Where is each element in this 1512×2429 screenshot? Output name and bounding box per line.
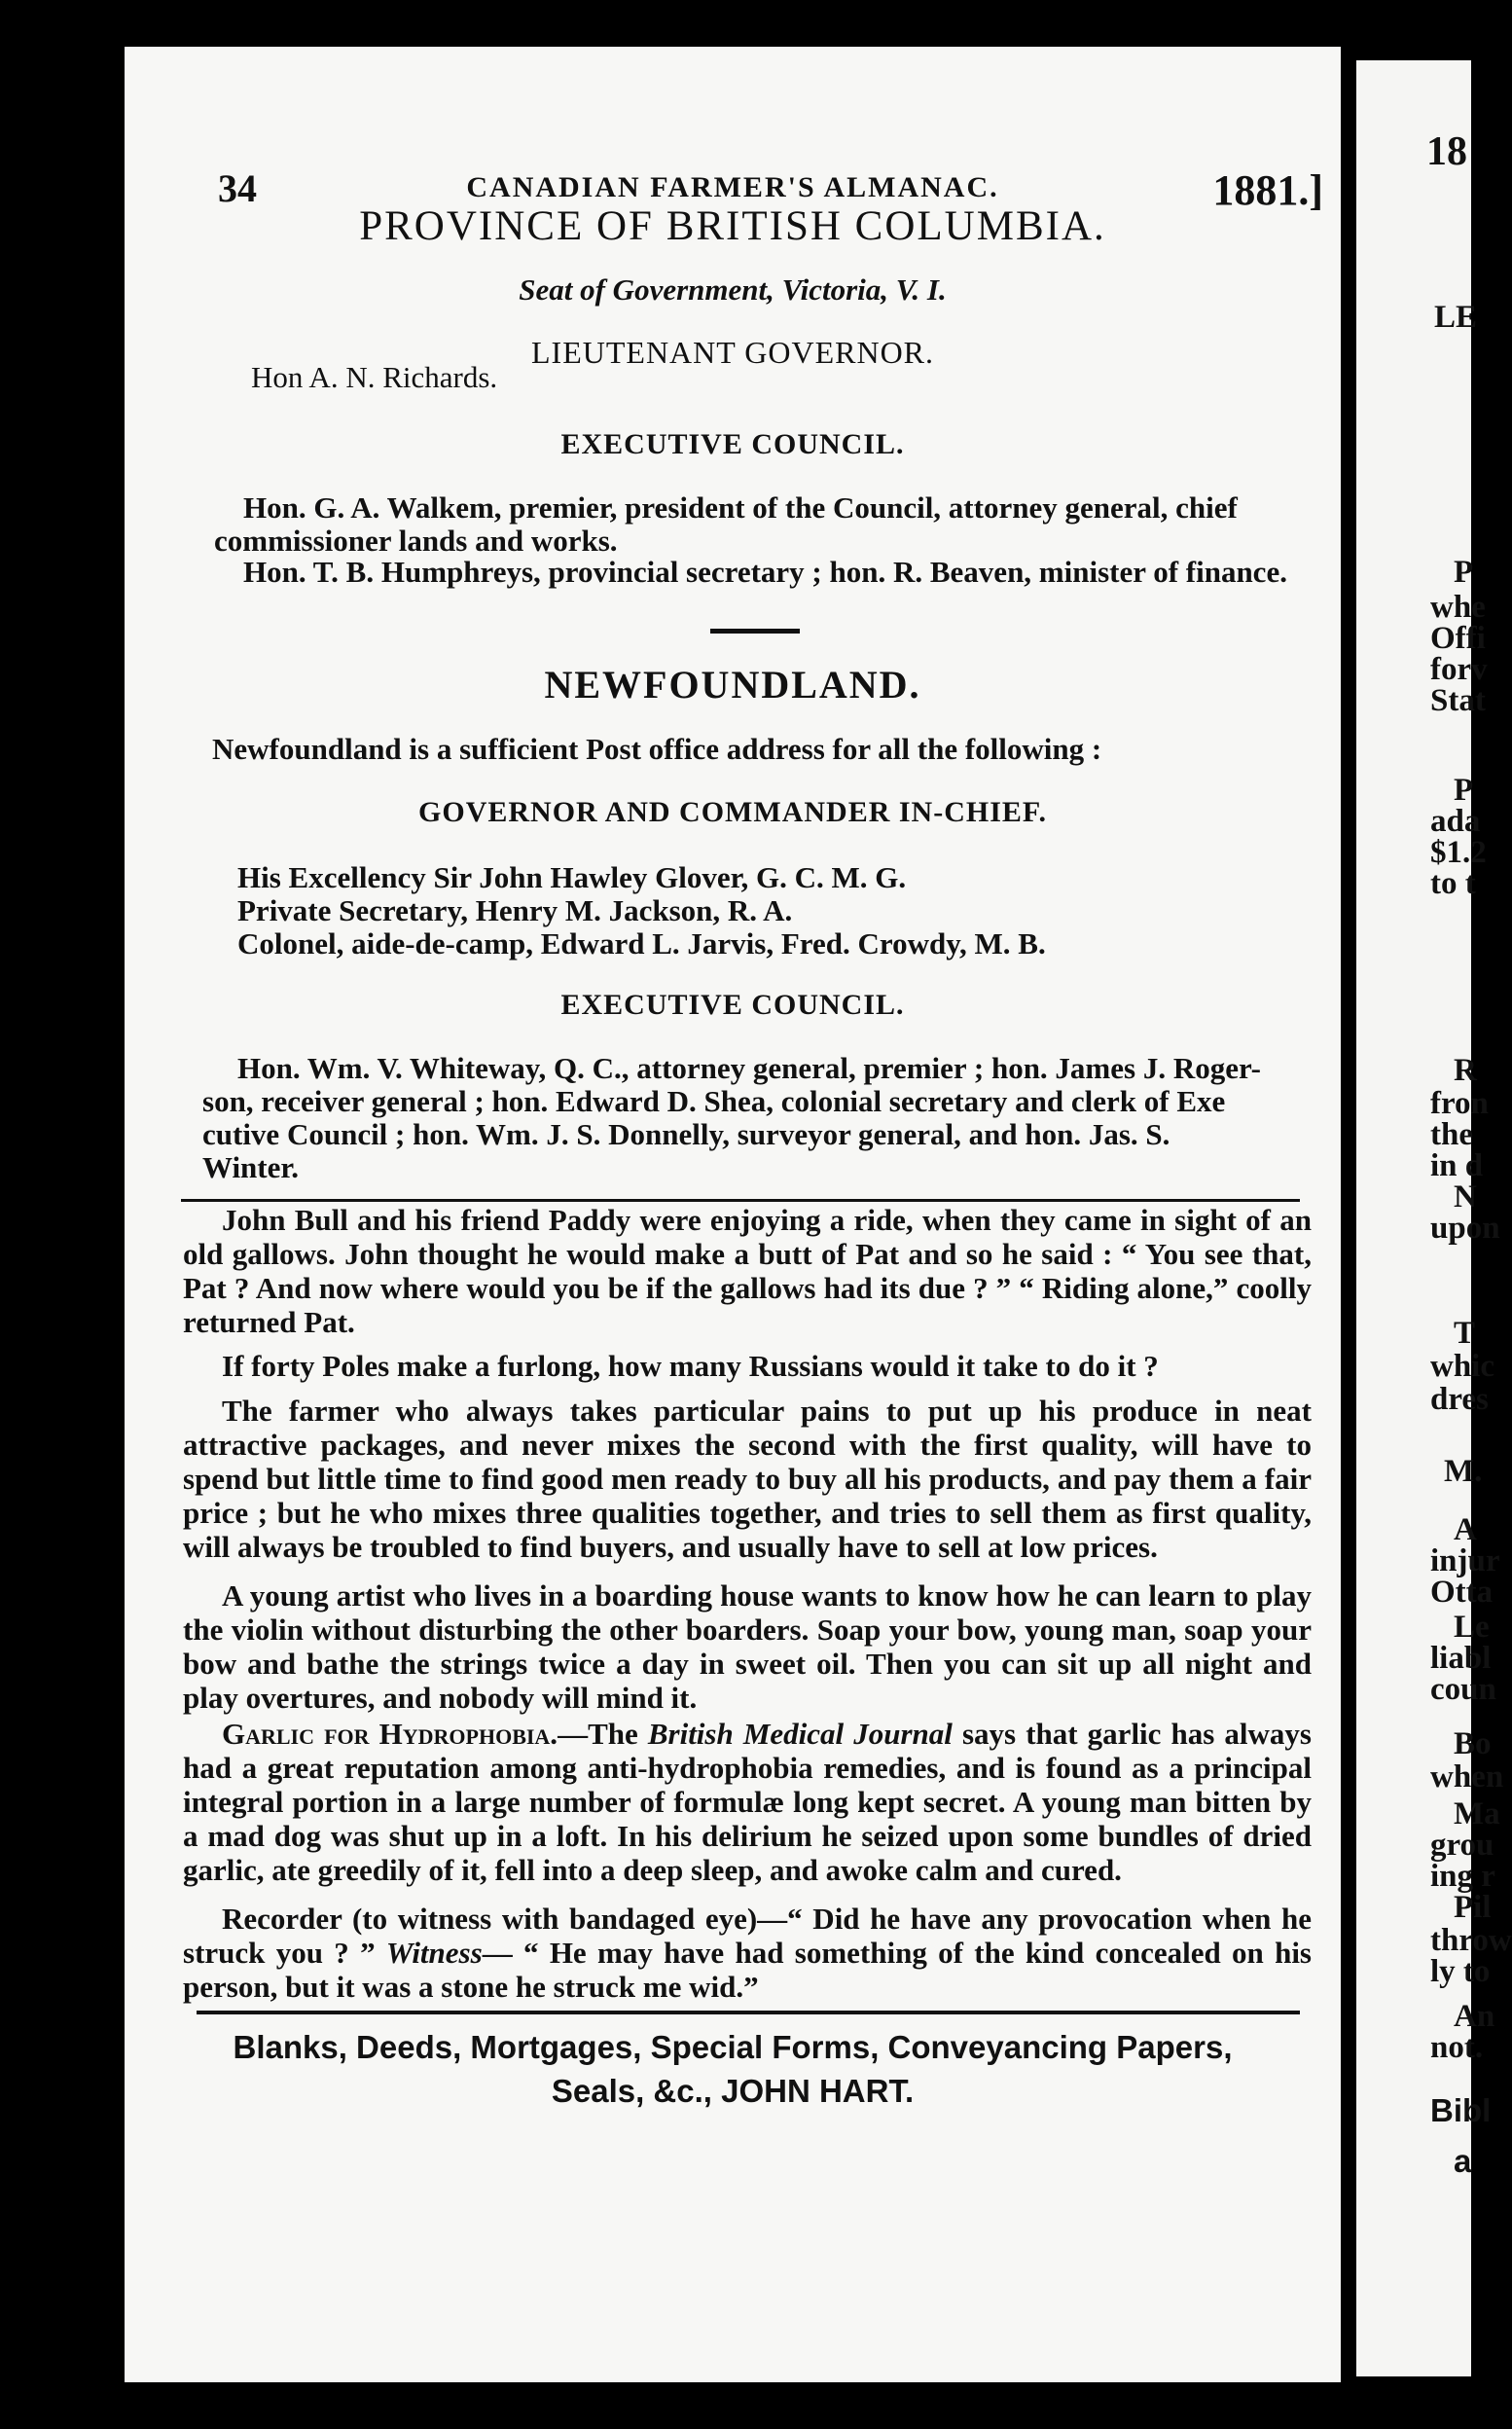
facing-fragment: in d <box>1430 1148 1484 1183</box>
facing-fragment: Stat <box>1430 683 1486 718</box>
facing-fragment: to t <box>1430 866 1476 901</box>
facing-fragment: grou <box>1430 1828 1494 1863</box>
facing-fragment: the <box>1430 1117 1473 1152</box>
nf-address-note: Newfoundland is a sufficient Post office address for all the following : <box>212 732 1102 766</box>
nf-exec-council-heading: EXECUTIVE COUNCIL. <box>560 989 905 1021</box>
bc-lt-governor: Hon A. N. Richards. <box>251 360 498 394</box>
bc-seat: Seat of Government, Victoria, V. I. <box>519 272 947 307</box>
facing-fragment: when <box>1430 1759 1504 1795</box>
facing-fragment: T <box>1454 1316 1476 1351</box>
facing-fragment: throw <box>1430 1923 1512 1958</box>
bc-exec-council-heading: EXECUTIVE COUNCIL. <box>560 428 905 460</box>
facing-fragment: P <box>1454 555 1474 590</box>
recorder-part-2: — “ He may have had something of the kind concealed on his person, but it was a stone he struck me wid.” <box>183 1936 1312 2005</box>
recorder-witness: Witness <box>385 1936 483 1971</box>
facing-fragment: a <box>1454 2143 1472 2179</box>
almanac-title: CANADIAN FARMER'S ALMANAC. <box>466 171 999 203</box>
anecdote-paddy: John Bull and his friend Paddy were enjoying a ride, when they came in sight of an old gallows. John thought he would make a butt of Pat and so he said : “ You see that, Pat ? And now where would you be if the gallows had its due ? ” “ Riding alone,” coolly returned Pat. <box>183 1203 1312 1340</box>
nf-title: NEWFOUNDLAND. <box>544 663 921 707</box>
bc-council-line-3: Hon. T. B. Humphreys, provincial secretary ; hon. R. Beaven, minister of finance. <box>243 555 1287 589</box>
garlic-dash: —The <box>558 1717 648 1751</box>
facing-fragment: Ma <box>1454 1796 1500 1831</box>
facing-fragment: P <box>1454 773 1474 808</box>
garlic-heading: Garlic for Hydrophobia. <box>222 1717 558 1751</box>
running-head <box>125 127 1341 214</box>
facing-fragment: Pil <box>1454 1890 1492 1925</box>
facing-fragment: Le <box>1454 1610 1490 1645</box>
facing-fragment: whe <box>1430 590 1486 625</box>
facing-fragment: forv <box>1430 652 1488 687</box>
nf-governor-line-3: Colonel, aide-de-camp, Edward L. Jarvis, Fred. Crowdy, M. B. <box>237 926 1046 961</box>
facing-fragment: ly to <box>1430 1954 1491 1989</box>
bc-title: PROVINCE OF BRITISH COLUMBIA. <box>359 203 1106 249</box>
facing-fragment: LE <box>1434 300 1478 335</box>
recorder-part-1: Recorder (to witness with bandaged eye)—“ Did he have any provocation when he struck you ? ” <box>183 1902 1312 1971</box>
nf-council-line-4: Winter. <box>202 1150 300 1184</box>
anecdote-violin: A young artist who lives in a boarding house wants to know how he can learn to play the violin without disturbing the other boarders. Soap your bow, young man, soap your bow and bathe the strings twice a day in sweet oil. Then you can sit up all night and play overtures, and nobody will mind it. <box>183 1578 1312 1716</box>
facing-fragment: R <box>1454 1053 1477 1088</box>
facing-fragment: fron <box>1430 1086 1489 1121</box>
anecdote-farmer: The farmer who always takes particular pains to put up his produce in neat attractive packages, and never mixes the second with the first quality, will have to spend but little time to find good men ready to buy all his products, and pay them a fair price ; but he who mixes three qualities together, and tries to sell them as first quality, will always be troubled to find buyers, and usually have to sell at low prices. <box>183 1394 1312 1565</box>
bc-lt-governor-heading: LIEUTENANT GOVERNOR. <box>530 335 935 370</box>
facing-fragment: 18 <box>1426 129 1467 174</box>
nf-council-line-1: Hon. Wm. V. Whiteway, Q. C., attorney general, premier ; hon. James J. Roger- <box>237 1051 1261 1085</box>
bc-council-line-1: Hon. G. A. Walkem, premier, president of the Council, attorney general, chief <box>243 490 1238 525</box>
page-number: 34 <box>218 166 257 210</box>
nf-governor-line-2: Private Secretary, Henry M. Jackson, R. A. <box>237 893 793 927</box>
facing-fragment: not. <box>1430 2030 1484 2065</box>
facing-fragment: ing r <box>1430 1859 1495 1894</box>
bc-council-line-2: commissioner lands and works. <box>214 524 618 558</box>
facing-fragment: coun <box>1430 1672 1496 1707</box>
nf-council-line-3: cutive Council ; hon. Wm. J. S. Donnelly, surveyor general, and hon. Jas. S. <box>202 1117 1170 1151</box>
facing-fragment: Otta <box>1430 1575 1494 1610</box>
garlic-text: says that garlic has always had a great reputation among anti-hydrophobia remedies, and is found as a principal integral portion in a large number of formulæ long kept secret. A young man bitten by a mad dog was shut up in a loft. In his delirium he seized upon some bundles of dried garlic, ate greedily of it, fell into a deep sleep, and awoke calm and cured. <box>183 1717 1312 1888</box>
facing-fragment: N <box>1454 1179 1477 1214</box>
facing-fragment: Bibl <box>1430 2092 1492 2128</box>
year-label: 1881.] <box>1212 166 1323 214</box>
anecdote-recorder <box>183 1902 1312 2004</box>
facing-fragment: A <box>1454 1512 1477 1547</box>
facing-fragment: Offi <box>1430 621 1486 656</box>
section-divider <box>710 629 800 634</box>
advert-rule <box>197 2011 1300 2014</box>
advert-line-1: Blanks, Deeds, Mortgages, Special Forms, Conveyancing Papers, <box>233 2029 1233 2065</box>
advertisement <box>125 2026 1341 2113</box>
nf-council-line-2: son, receiver general ; hon. Edward D. Shea, colonial secretary and clerk of Exe <box>202 1084 1226 1118</box>
divider-rule <box>181 1199 1300 1202</box>
facing-fragment: dres <box>1430 1382 1489 1417</box>
almanac-page <box>125 47 1341 2382</box>
facing-fragment: whic <box>1430 1349 1494 1384</box>
facing-fragment: $1.2 <box>1430 835 1487 870</box>
facing-fragment: An <box>1454 1999 1495 2034</box>
facing-fragment: Bo <box>1454 1726 1492 1761</box>
facing-fragment: liabl <box>1430 1641 1492 1676</box>
anecdote-garlic <box>183 1717 1312 1887</box>
facing-fragment: upon <box>1430 1211 1500 1246</box>
garlic-journal-title: British Medical Journal <box>647 1717 953 1751</box>
advert-line-2: Seals, &c., JOHN HART. <box>551 2072 915 2109</box>
facing-fragment: M. <box>1444 1454 1483 1489</box>
anecdote-poles: If forty Poles make a furlong, how many Russians would it take to do it ? <box>222 1349 1159 1383</box>
nf-governor-heading: GOVERNOR AND COMMANDER IN-CHIEF. <box>418 796 1047 828</box>
facing-fragment: injur <box>1430 1543 1500 1578</box>
facing-fragment: ada <box>1430 804 1481 839</box>
nf-governor-line-1: His Excellency Sir John Hawley Glover, G. C. M. G. <box>237 860 907 894</box>
facing-page <box>1356 60 1512 2376</box>
